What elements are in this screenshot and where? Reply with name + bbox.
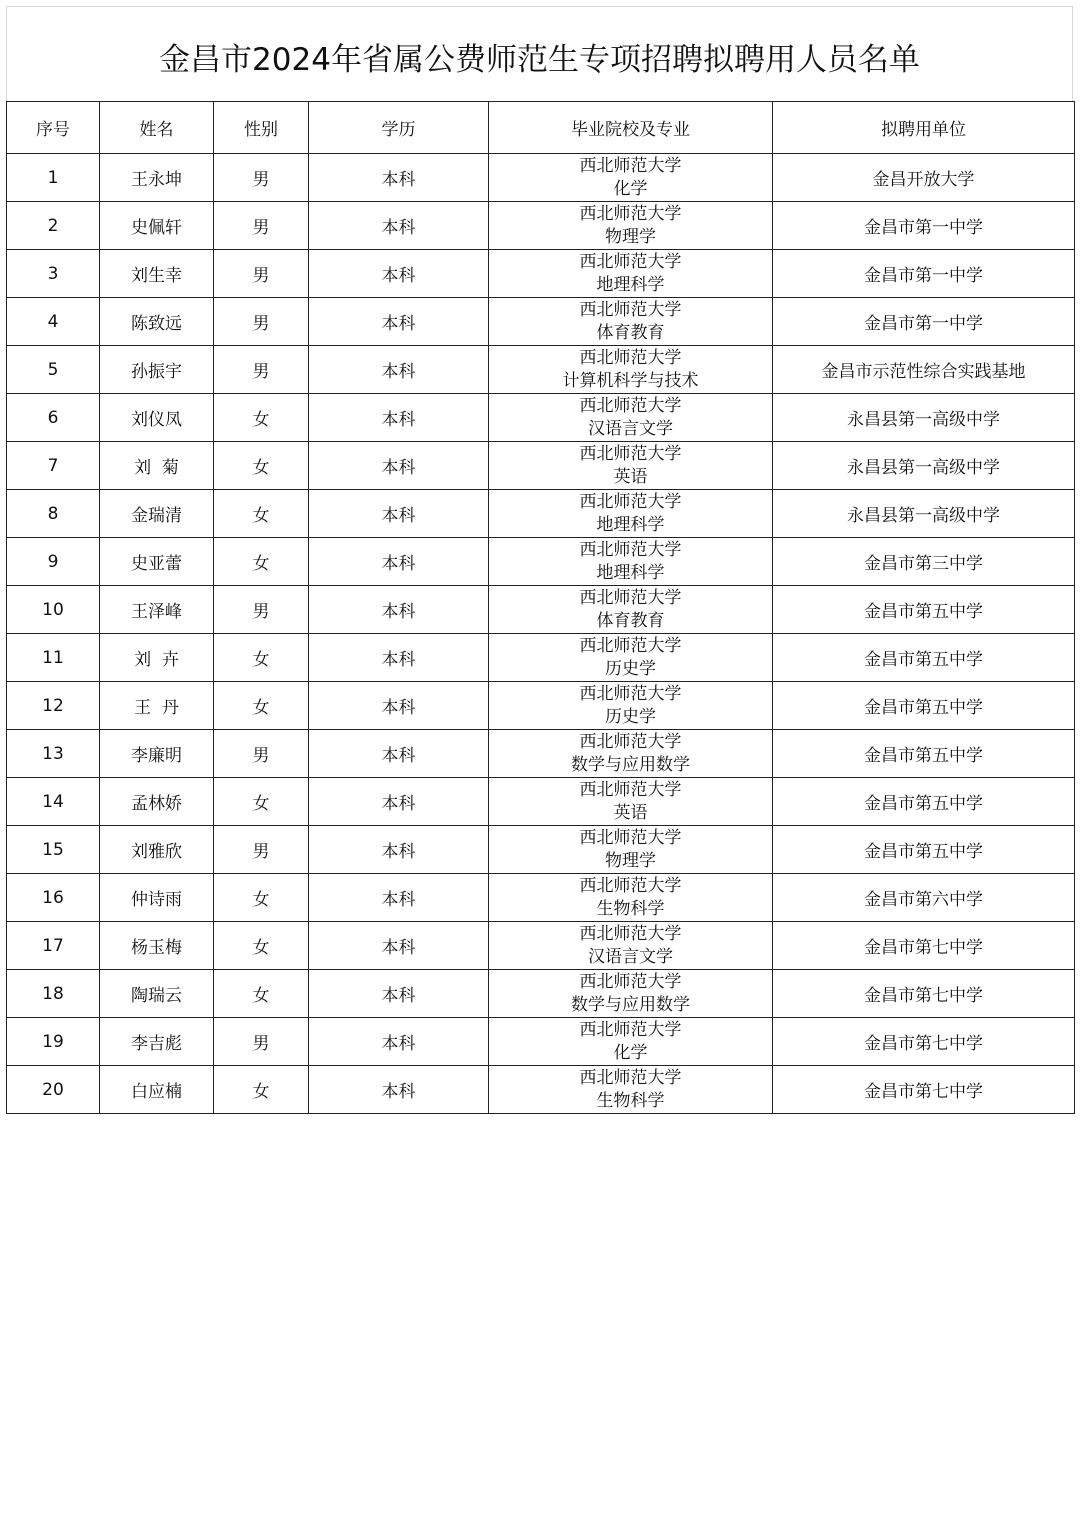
- table-row: [7, 202, 1075, 250]
- cell-name: 王泽峰: [100, 586, 214, 634]
- cell-gender: 女: [214, 874, 309, 922]
- cell-name: 陈致远: [100, 298, 214, 346]
- school-name: 西北师范大学: [579, 492, 682, 512]
- cell-unit: 永昌县第一高级中学: [773, 442, 1075, 490]
- cell-school-major: [489, 826, 773, 874]
- header-school-major: 毕业院校及专业: [489, 102, 773, 154]
- major-name: 生物科学: [596, 1091, 665, 1111]
- school-name: 西北师范大学: [579, 396, 682, 416]
- table-row: [7, 922, 1075, 970]
- table-row: [7, 250, 1075, 298]
- cell-no: 16: [7, 874, 100, 922]
- table-row: [7, 394, 1075, 442]
- cell-unit: 金昌市第一中学: [773, 298, 1075, 346]
- cell-degree: 本科: [309, 730, 489, 778]
- major-name: 地理科学: [596, 275, 665, 295]
- cell-gender: 男: [214, 250, 309, 298]
- table-row: [7, 538, 1075, 586]
- school-name: 西北师范大学: [579, 156, 682, 176]
- cell-unit: 金昌市第五中学: [773, 586, 1075, 634]
- cell-no: 12: [7, 682, 100, 730]
- cell-name: 史佩轩: [100, 202, 214, 250]
- major-name: 地理科学: [596, 563, 665, 583]
- cell-unit: 金昌市第五中学: [773, 730, 1075, 778]
- cell-unit: 永昌县第一高级中学: [773, 490, 1075, 538]
- major-name: 物理学: [605, 851, 656, 871]
- cell-unit: 金昌市第七中学: [773, 1018, 1075, 1066]
- school-name: 西北师范大学: [579, 1068, 682, 1088]
- cell-school-major: [489, 490, 773, 538]
- cell-unit: 金昌市第一中学: [773, 250, 1075, 298]
- cell-gender: 女: [214, 682, 309, 730]
- school-name: 西北师范大学: [579, 828, 682, 848]
- cell-gender: 女: [214, 922, 309, 970]
- table-row: [7, 682, 1075, 730]
- major-name: 英语: [613, 803, 648, 823]
- cell-name: 白应楠: [100, 1066, 214, 1114]
- cell-degree: 本科: [309, 538, 489, 586]
- table-row: [7, 874, 1075, 922]
- cell-unit: 金昌市第七中学: [773, 1066, 1075, 1114]
- cell-name: 刘 菊: [100, 442, 214, 490]
- table-body: [7, 154, 1075, 1114]
- roster-table: [6, 101, 1075, 1114]
- cell-name: 杨玉梅: [100, 922, 214, 970]
- school-name: 西北师范大学: [579, 252, 682, 272]
- table-row: [7, 442, 1075, 490]
- cell-name: 李廉明: [100, 730, 214, 778]
- page-title: 金昌市2024年省属公费师范生专项招聘拟聘用人员名单: [159, 41, 920, 78]
- cell-no: 4: [7, 298, 100, 346]
- cell-degree: 本科: [309, 394, 489, 442]
- cell-school-major: [489, 250, 773, 298]
- school-name: 西北师范大学: [579, 444, 682, 464]
- cell-school-major: [489, 394, 773, 442]
- major-name: 汉语言文学: [588, 947, 673, 967]
- cell-gender: 男: [214, 730, 309, 778]
- cell-name: 刘雅欣: [100, 826, 214, 874]
- cell-degree: 本科: [309, 1018, 489, 1066]
- school-name: 西北师范大学: [579, 636, 682, 656]
- major-name: 体育教育: [596, 611, 665, 631]
- cell-no: 19: [7, 1018, 100, 1066]
- cell-school-major: [489, 202, 773, 250]
- cell-degree: 本科: [309, 682, 489, 730]
- cell-name: 史亚蕾: [100, 538, 214, 586]
- cell-no: 18: [7, 970, 100, 1018]
- cell-unit: 金昌市第五中学: [773, 634, 1075, 682]
- cell-school-major: [489, 922, 773, 970]
- school-name: 西北师范大学: [579, 780, 682, 800]
- cell-school-major: [489, 154, 773, 202]
- cell-name: 金瑞清: [100, 490, 214, 538]
- cell-name: 王 丹: [100, 682, 214, 730]
- cell-degree: 本科: [309, 490, 489, 538]
- cell-degree: 本科: [309, 778, 489, 826]
- cell-gender: 男: [214, 586, 309, 634]
- cell-no: 10: [7, 586, 100, 634]
- cell-unit: 永昌县第一高级中学: [773, 394, 1075, 442]
- table-header: [7, 102, 1075, 154]
- table-row: [7, 154, 1075, 202]
- cell-no: 9: [7, 538, 100, 586]
- cell-school-major: [489, 682, 773, 730]
- cell-gender: 男: [214, 202, 309, 250]
- cell-no: 7: [7, 442, 100, 490]
- school-name: 西北师范大学: [579, 972, 682, 992]
- cell-school-major: [489, 346, 773, 394]
- major-name: 计算机科学与技术: [562, 371, 699, 391]
- major-name: 化学: [613, 1043, 648, 1063]
- table-row: [7, 1066, 1075, 1114]
- cell-no: 8: [7, 490, 100, 538]
- cell-degree: 本科: [309, 154, 489, 202]
- cell-school-major: [489, 730, 773, 778]
- table-row: [7, 586, 1075, 634]
- major-name: 生物科学: [596, 899, 665, 919]
- cell-name: 陶瑞云: [100, 970, 214, 1018]
- header-name: 姓名: [100, 102, 214, 154]
- cell-school-major: [489, 1018, 773, 1066]
- header-gender: 性别: [214, 102, 309, 154]
- table-row: [7, 634, 1075, 682]
- cell-name: 王永坤: [100, 154, 214, 202]
- cell-school-major: [489, 298, 773, 346]
- cell-no: 14: [7, 778, 100, 826]
- cell-unit: 金昌市第六中学: [773, 874, 1075, 922]
- cell-no: 1: [7, 154, 100, 202]
- school-name: 西北师范大学: [579, 588, 682, 608]
- table-row: [7, 1018, 1075, 1066]
- cell-gender: 女: [214, 442, 309, 490]
- cell-gender: 男: [214, 154, 309, 202]
- cell-degree: 本科: [309, 874, 489, 922]
- cell-school-major: [489, 634, 773, 682]
- cell-degree: 本科: [309, 298, 489, 346]
- cell-no: 15: [7, 826, 100, 874]
- cell-no: 13: [7, 730, 100, 778]
- table-row: [7, 826, 1075, 874]
- cell-degree: 本科: [309, 634, 489, 682]
- cell-gender: 男: [214, 298, 309, 346]
- major-name: 化学: [613, 179, 648, 199]
- cell-degree: 本科: [309, 826, 489, 874]
- school-name: 西北师范大学: [579, 348, 682, 368]
- cell-degree: 本科: [309, 1066, 489, 1114]
- cell-gender: 男: [214, 346, 309, 394]
- cell-gender: 女: [214, 1066, 309, 1114]
- cell-school-major: [489, 970, 773, 1018]
- major-name: 历史学: [605, 707, 656, 727]
- cell-unit: 金昌市第五中学: [773, 778, 1075, 826]
- cell-no: 11: [7, 634, 100, 682]
- cell-unit: 金昌开放大学: [773, 154, 1075, 202]
- cell-unit: 金昌市第五中学: [773, 826, 1075, 874]
- cell-name: 刘 卉: [100, 634, 214, 682]
- cell-gender: 女: [214, 394, 309, 442]
- cell-school-major: [489, 538, 773, 586]
- title-box: [6, 6, 1073, 101]
- school-name: 西北师范大学: [579, 300, 682, 320]
- cell-school-major: [489, 778, 773, 826]
- cell-name: 刘生幸: [100, 250, 214, 298]
- cell-degree: 本科: [309, 922, 489, 970]
- cell-no: 20: [7, 1066, 100, 1114]
- cell-no: 5: [7, 346, 100, 394]
- table-row: [7, 490, 1075, 538]
- cell-degree: 本科: [309, 250, 489, 298]
- cell-unit: 金昌市第七中学: [773, 970, 1075, 1018]
- school-name: 西北师范大学: [579, 540, 682, 560]
- table-row: [7, 778, 1075, 826]
- major-name: 地理科学: [596, 515, 665, 535]
- major-name: 体育教育: [596, 323, 665, 343]
- header-unit: 拟聘用单位: [773, 102, 1075, 154]
- cell-unit: 金昌市第五中学: [773, 682, 1075, 730]
- school-name: 西北师范大学: [579, 1020, 682, 1040]
- cell-no: 3: [7, 250, 100, 298]
- cell-gender: 女: [214, 538, 309, 586]
- cell-degree: 本科: [309, 346, 489, 394]
- cell-school-major: [489, 442, 773, 490]
- cell-school-major: [489, 1066, 773, 1114]
- cell-name: 孙振宇: [100, 346, 214, 394]
- cell-gender: 男: [214, 826, 309, 874]
- major-name: 英语: [613, 467, 648, 487]
- school-name: 西北师范大学: [579, 732, 682, 752]
- table-row: [7, 730, 1075, 778]
- cell-no: 6: [7, 394, 100, 442]
- cell-degree: 本科: [309, 442, 489, 490]
- cell-gender: 女: [214, 778, 309, 826]
- cell-gender: 女: [214, 490, 309, 538]
- cell-name: 仲诗雨: [100, 874, 214, 922]
- school-name: 西北师范大学: [579, 204, 682, 224]
- school-name: 西北师范大学: [579, 924, 682, 944]
- cell-school-major: [489, 874, 773, 922]
- table-row: [7, 298, 1075, 346]
- cell-degree: 本科: [309, 586, 489, 634]
- major-name: 物理学: [605, 227, 656, 247]
- cell-unit: 金昌市示范性综合实践基地: [773, 346, 1075, 394]
- cell-unit: 金昌市第三中学: [773, 538, 1075, 586]
- major-name: 历史学: [605, 659, 656, 679]
- major-name: 汉语言文学: [588, 419, 673, 439]
- major-name: 数学与应用数学: [571, 755, 690, 775]
- school-name: 西北师范大学: [579, 876, 682, 896]
- table-row: [7, 346, 1075, 394]
- cell-degree: 本科: [309, 970, 489, 1018]
- cell-degree: 本科: [309, 202, 489, 250]
- cell-unit: 金昌市第七中学: [773, 922, 1075, 970]
- cell-no: 2: [7, 202, 100, 250]
- header-no: 序号: [7, 102, 100, 154]
- header-row: [7, 102, 1075, 154]
- cell-name: 李吉彪: [100, 1018, 214, 1066]
- cell-unit: 金昌市第一中学: [773, 202, 1075, 250]
- cell-name: 刘仪凤: [100, 394, 214, 442]
- cell-gender: 女: [214, 634, 309, 682]
- cell-school-major: [489, 586, 773, 634]
- school-name: 西北师范大学: [579, 684, 682, 704]
- cell-no: 17: [7, 922, 100, 970]
- cell-name: 孟林娇: [100, 778, 214, 826]
- cell-gender: 女: [214, 970, 309, 1018]
- header-degree: 学历: [309, 102, 489, 154]
- table-row: [7, 970, 1075, 1018]
- cell-gender: 男: [214, 1018, 309, 1066]
- major-name: 数学与应用数学: [571, 995, 690, 1015]
